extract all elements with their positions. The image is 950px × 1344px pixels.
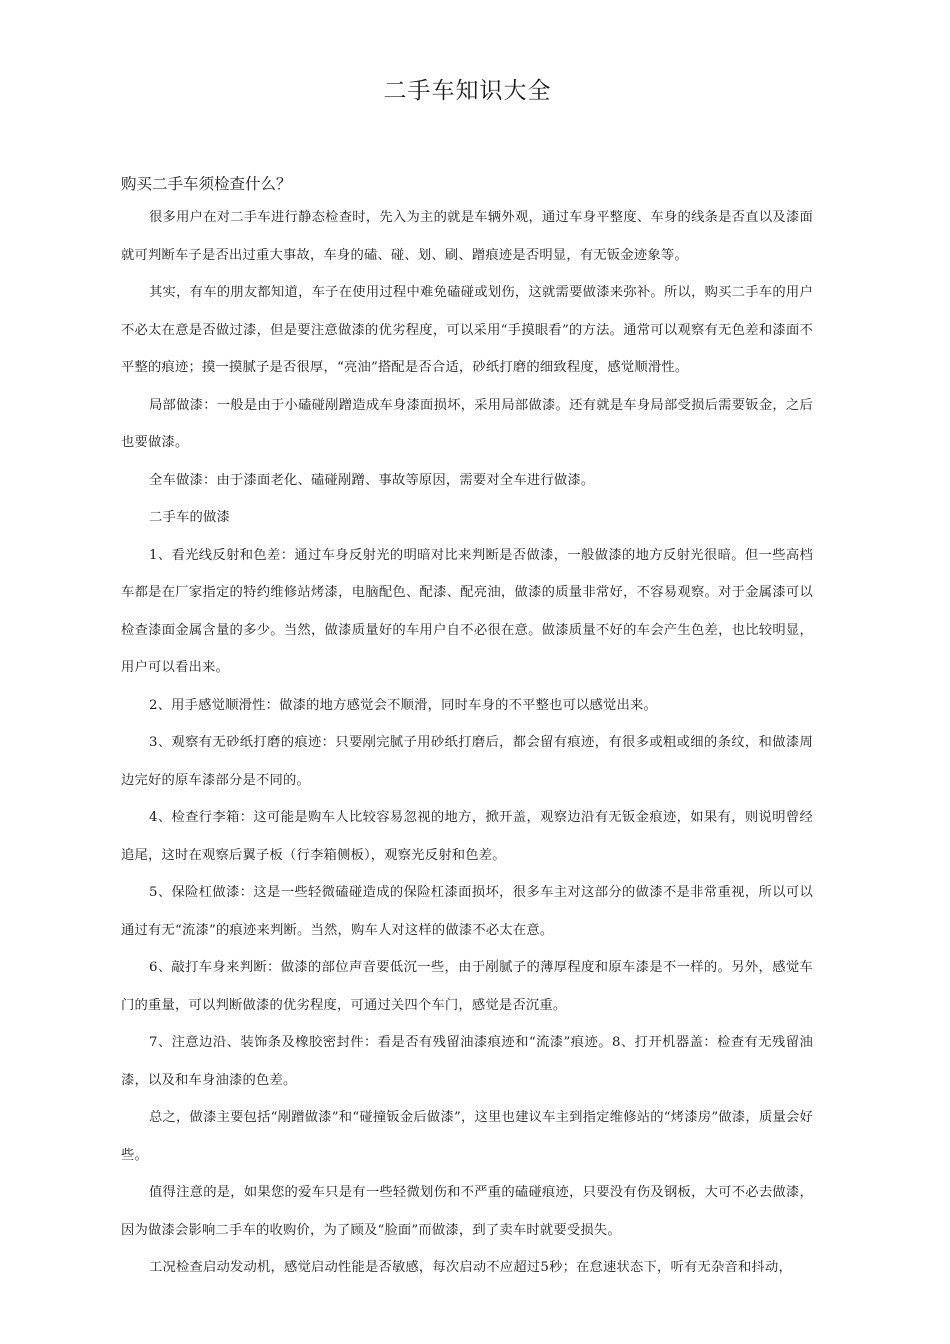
paragraph: 其实，有车的朋友都知道，车子在使用过程中难免磕碰或划伤，这就需要做漆来弥补。所以，购买二手车的用户不必太在意是否做过漆，但是要注意做漆的优劣程度，可以采用“手摸眼看”的方法。通常可以观察有无色差和漆面不平整的痕迹；摸一摸腻子是否很厚，“亮油”搭配是否合适，砂纸打磨的细致程度，感觉顺滑性。	[121, 285, 813, 375]
paragraph: 3、观察有无砂纸打磨的痕迹：只要剐完腻子用砂纸打磨后，都会留有痕迹，有很多或粗或细的条纹，和做漆周边完好的原车漆部分是不同的。	[121, 735, 813, 788]
paragraph: 2、用手感觉顺滑性：做漆的地方感觉会不顺滑，同时车身的不平整也可以感觉出来。	[149, 697, 658, 713]
paragraph: 6、敲打车身来判断：做漆的部位声音要低沉一些，由于剐腻子的薄厚程度和原车漆是不一样的。另外，感觉车门的重量，可以判断做漆的优劣程度，可通过关四个车门，感觉是否沉重。	[121, 960, 813, 1013]
paragraph: 4、检查行李箱：这可能是购车人比较容易忽视的地方，掀开盖，观察边沿有无钣金痕迹，如果有，则说明曾经追尾，这时在观察后翼子板（行李箱侧板），观察光反射和色差。	[121, 810, 813, 863]
document-title: 二手车知识大全	[383, 78, 552, 104]
section-heading: 购买二手车须检查什么？	[121, 175, 292, 193]
paragraph: 7、注意边沿、装饰条及橡胶密封件：看是否有残留油漆痕迹和“流漆”痕迹。8、打开机器盖：检查有无残留油漆，以及和车身油漆的色差。	[121, 1035, 813, 1088]
paragraph: 总之，做漆主要包括“剐蹭做漆”和“碰撞钣金后做漆”，这里也建议车主到指定维修站的“烤漆房”做漆，质量会好些。	[121, 1110, 813, 1163]
paragraph: 很多用户在对二手车进行静态检查时，先入为主的就是车辆外观，通过车身平整度、车身的线条是否直以及漆面就可判断车子是否出过重大事故，车身的磕、碰、划、刷、蹭痕迹是否明显，有无钣金迹象等。	[121, 210, 813, 263]
paragraph: 1、看光线反射和色差：通过车身反射光的明暗对比来判断是否做漆，一般做漆的地方反射光很暗。但一些高档车都是在厂家指定的特约维修站烤漆，电脑配色、配漆、配亮油，做漆的质量非常好，不容易观察。对于金属漆可以检查漆面金属含量的多少。当然，做漆质量好的车用户自不必很在意。做漆质量不好的车会产生色差，也比较明显，用户可以看出来。	[121, 547, 813, 675]
document-body	[121, 199, 813, 1287]
paragraph: 工况检查启动发动机，感觉启动性能是否敏感，每次启动不应超过5秒；在怠速状态下，听有无杂音和抖动，	[149, 1260, 793, 1275]
paragraph: 5、保险杠做漆：这是一些轻微磕碰造成的保险杠漆面损坏，很多车主对这部分的做漆不是非常重视，所以可以通过有无“流漆”的痕迹来判断。当然，购车人对这样的做漆不必太在意。	[121, 885, 813, 938]
paragraph: 全车做漆：由于漆面老化、磕碰剐蹭、事故等原因，需要对全车进行做漆。	[149, 472, 595, 488]
subheading: 二手车的做漆	[149, 510, 230, 525]
paragraph: 局部做漆：一般是由于小磕碰剐蹭造成车身漆面损坏，采用局部做漆。还有就是车身局部受损后需要钣金，之后也要做漆。	[121, 397, 813, 450]
paragraph: 值得注意的是，如果您的爱车只是有一些轻微划伤和不严重的磕碰痕迹，只要没有伤及钢板，大可不必去做漆，因为做漆会影响二手车的收购价，为了顾及“脸面”而做漆，到了卖车时就要受损失。	[121, 1185, 813, 1238]
